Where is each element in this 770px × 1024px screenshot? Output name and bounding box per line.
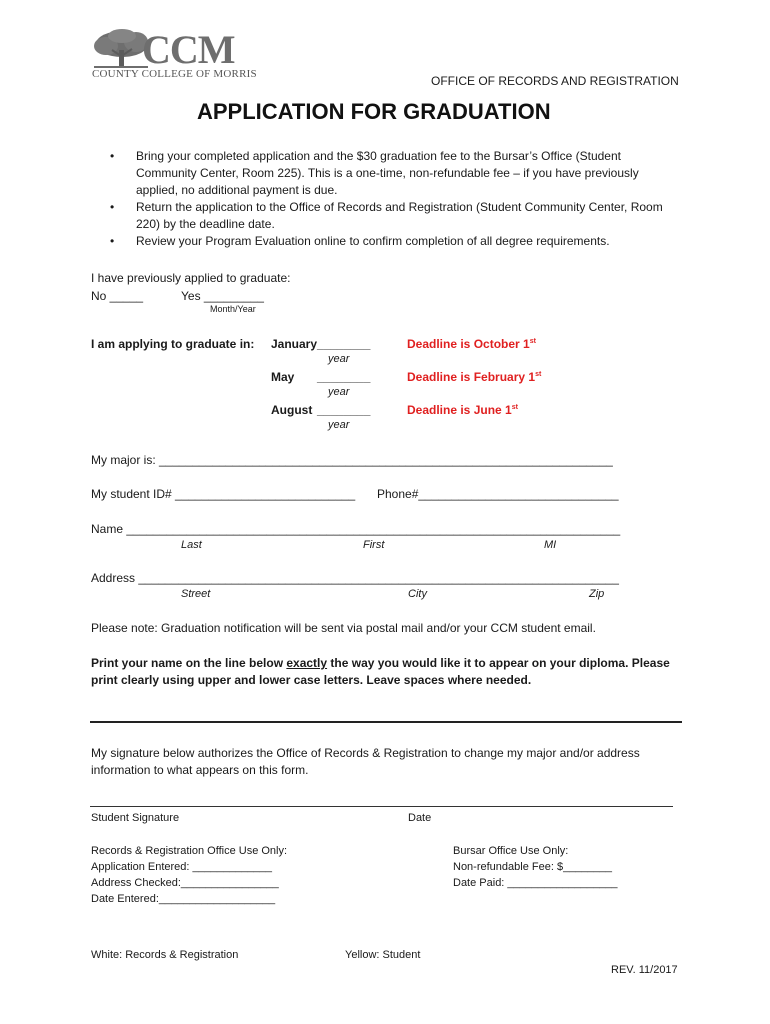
college-logo [92,27,257,84]
page-title: APPLICATION FOR GRADUATION [197,99,551,124]
applying-label: I am applying to graduate in: [91,337,255,351]
list-item: • Bring your completed application and the $30 graduation fee to the Bursar’s Office (Student Community Center, Room 225). This is a one-time, non-refundable fee – if you have previously applied, no additional payment is due. [110,149,639,197]
date-paid-field[interactable]: Date Paid: __________________ [453,877,618,889]
address-checked-field[interactable]: Address Checked:________________ [91,877,279,889]
addr-zip-hint: Zip [589,588,605,600]
diploma-name-line[interactable] [90,721,682,723]
term-august: August [271,403,313,417]
records-office-title: Records & Registration Office Use Only: [91,845,288,857]
student-signature-label: Student Signature [91,812,180,824]
white-copy-label: White: Records & Registration [91,949,239,961]
bullet-icon: • [110,149,115,163]
name-first-hint: First [363,539,385,551]
year-hint: year [328,419,350,431]
notification-note: Please note: Graduation notification will be sent via postal mail and/or your CCM student email. [91,621,596,635]
name-last-hint: Last [181,539,202,551]
term-january[interactable]: January________ [271,337,371,351]
logo-name: COUNTY COLLEGE OF MORRIS [92,68,257,80]
addr-street-hint: Street [181,588,211,600]
instruction-list [110,148,670,250]
address-field[interactable]: Address ________________________________________________________________________ [91,571,619,585]
yellow-copy-label: Yellow: Student [345,949,421,961]
application-entered-field[interactable]: Application Entered: _____________ [91,861,273,873]
date-label: Date [408,812,432,824]
addr-city-hint: City [408,588,427,600]
august-year-field[interactable]: ________ [317,403,371,417]
prev-no-field[interactable]: No _____ [91,289,144,303]
office-heading: OFFICE OF RECORDS AND REGISTRATION [431,74,679,88]
major-field[interactable]: My major is: ____________________________________________________________________ [91,453,613,467]
date-entered-field[interactable]: Date Entered:___________________ [91,893,276,905]
bullet-icon: • [110,200,115,214]
year-hint: year [328,386,350,398]
term-may: May [271,370,295,384]
print-instructions: Print your name on the line below exactly the way you would like it to appear on your diploma. Please print clearly using upper and lower case letters. Leave spaces where needed. [91,656,670,687]
name-mi-hint: MI [544,539,557,551]
bullet-icon: • [110,234,115,248]
list-item: • Return the application to the Office of Records and Registration (Student Community Center, Room 220) by the deadline date. [110,200,663,231]
deadline-may: Deadline is February 1st [407,370,542,384]
phone-field[interactable]: Phone#______________________________ [377,487,619,501]
name-field[interactable]: Name __________________________________________________________________________ [91,522,621,536]
year-hint: year [328,353,350,365]
student-id-field[interactable]: My student ID# ___________________________ [91,487,356,501]
authorization-text: My signature below authorizes the Office of Records & Registration to change my major and/or address information to what appears on this form. [91,746,640,777]
fee-field[interactable]: Non-refundable Fee: $________ [453,861,613,873]
list-item: • Review your Program Evaluation online to confirm completion of all degree requirements. [110,234,610,248]
may-year-field[interactable]: ________ [317,370,371,384]
signature-line[interactable] [90,806,673,807]
prev-applied-question: I have previously applied to graduate: [91,271,291,285]
month-year-hint: Month/Year [210,304,256,314]
deadline-january: Deadline is October 1st [407,337,536,351]
revision-label: REV. 11/2017 [611,964,678,976]
logo-initials: CCM [142,27,235,72]
deadline-august: Deadline is June 1st [407,403,518,417]
bursar-office-title: Bursar Office Use Only: [453,845,569,857]
prev-yes-field[interactable]: Yes _________ [181,289,264,303]
